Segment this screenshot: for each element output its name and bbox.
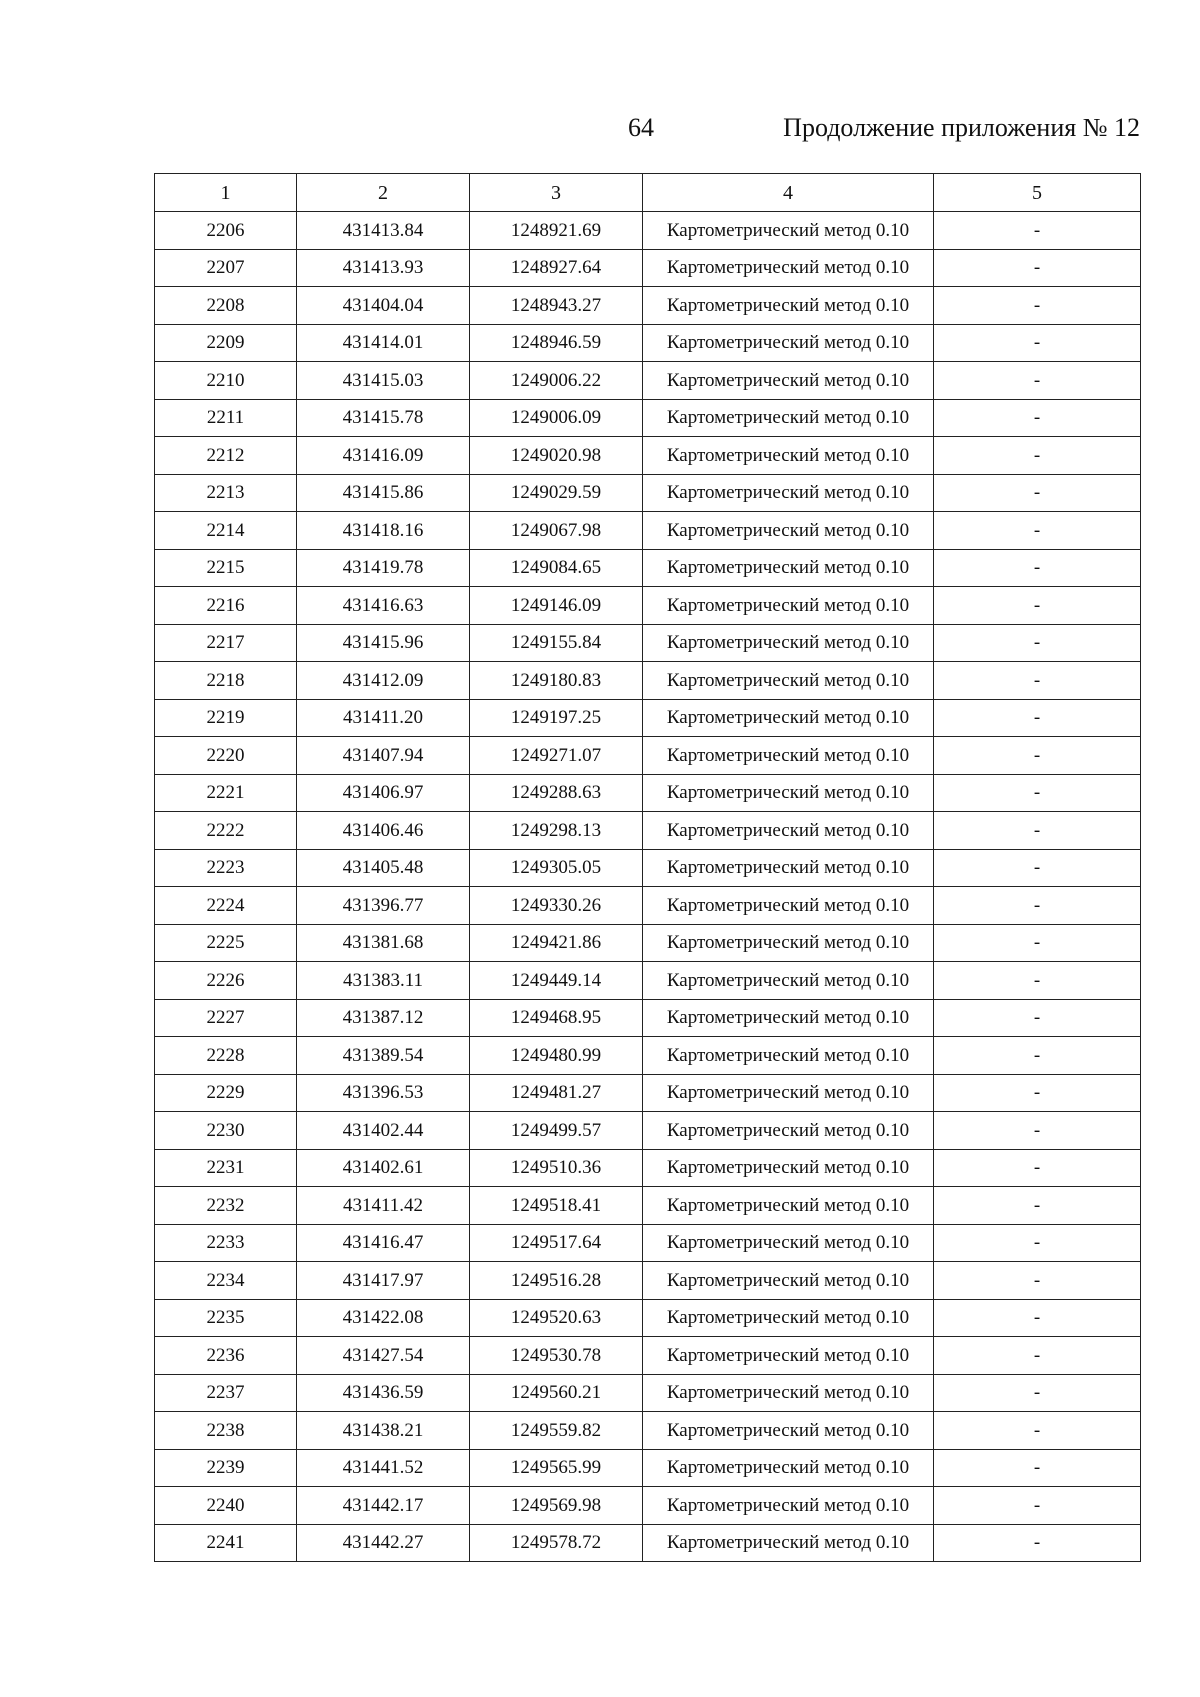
method-accuracy-cell: Картометрический метод 0.10 xyxy=(643,849,934,887)
y-coordinate-cell: 1248927.64 xyxy=(470,249,643,287)
method-accuracy-cell: Картометрический метод 0.10 xyxy=(643,1224,934,1262)
point-number-cell: 2206 xyxy=(155,212,297,250)
column-header: 4 xyxy=(643,174,934,212)
y-coordinate-cell: 1249518.41 xyxy=(470,1187,643,1225)
method-accuracy-cell: Картометрический метод 0.10 xyxy=(643,1449,934,1487)
point-number-cell: 2211 xyxy=(155,399,297,437)
table-row xyxy=(155,549,1141,587)
y-coordinate-cell: 1249180.83 xyxy=(470,662,643,700)
note-cell: - xyxy=(934,812,1141,850)
table-row xyxy=(155,1224,1141,1262)
method-accuracy-cell: Картометрический метод 0.10 xyxy=(643,212,934,250)
x-coordinate-cell: 431436.59 xyxy=(297,1374,470,1412)
table-row xyxy=(155,1412,1141,1450)
table-row xyxy=(155,849,1141,887)
method-accuracy-cell: Картометрический метод 0.10 xyxy=(643,249,934,287)
y-coordinate-cell: 1249271.07 xyxy=(470,737,643,775)
note-cell: - xyxy=(934,1112,1141,1150)
method-accuracy-cell: Картометрический метод 0.10 xyxy=(643,474,934,512)
note-cell: - xyxy=(934,1412,1141,1450)
point-number-cell: 2210 xyxy=(155,362,297,400)
method-accuracy-cell: Картометрический метод 0.10 xyxy=(643,587,934,625)
note-cell: - xyxy=(934,512,1141,550)
x-coordinate-cell: 431406.46 xyxy=(297,812,470,850)
table-row xyxy=(155,924,1141,962)
page-header xyxy=(600,113,1140,153)
point-number-cell: 2218 xyxy=(155,662,297,700)
y-coordinate-cell: 1249084.65 xyxy=(470,549,643,587)
point-number-cell: 2208 xyxy=(155,287,297,325)
table-row xyxy=(155,437,1141,475)
y-coordinate-cell: 1249020.98 xyxy=(470,437,643,475)
point-number-cell: 2220 xyxy=(155,737,297,775)
coordinates-table xyxy=(154,173,1141,1562)
x-coordinate-cell: 431415.03 xyxy=(297,362,470,400)
x-coordinate-cell: 431402.61 xyxy=(297,1149,470,1187)
x-coordinate-cell: 431396.77 xyxy=(297,887,470,925)
note-cell: - xyxy=(934,1149,1141,1187)
method-accuracy-cell: Картометрический метод 0.10 xyxy=(643,737,934,775)
table-row xyxy=(155,362,1141,400)
y-coordinate-cell: 1249006.22 xyxy=(470,362,643,400)
point-number-cell: 2236 xyxy=(155,1337,297,1375)
method-accuracy-cell: Картометрический метод 0.10 xyxy=(643,1037,934,1075)
note-cell: - xyxy=(934,999,1141,1037)
point-number-cell: 2213 xyxy=(155,474,297,512)
method-accuracy-cell: Картометрический метод 0.10 xyxy=(643,1412,934,1450)
y-coordinate-cell: 1249510.36 xyxy=(470,1149,643,1187)
table-header-row xyxy=(155,174,1141,212)
table-row xyxy=(155,1112,1141,1150)
note-cell: - xyxy=(934,399,1141,437)
x-coordinate-cell: 431413.84 xyxy=(297,212,470,250)
x-coordinate-cell: 431414.01 xyxy=(297,324,470,362)
x-coordinate-cell: 431442.17 xyxy=(297,1487,470,1525)
note-cell: - xyxy=(934,1299,1141,1337)
method-accuracy-cell: Картометрический метод 0.10 xyxy=(643,1299,934,1337)
note-cell: - xyxy=(934,549,1141,587)
y-coordinate-cell: 1248943.27 xyxy=(470,287,643,325)
point-number-cell: 2215 xyxy=(155,549,297,587)
point-number-cell: 2237 xyxy=(155,1374,297,1412)
y-coordinate-cell: 1249288.63 xyxy=(470,774,643,812)
y-coordinate-cell: 1248921.69 xyxy=(470,212,643,250)
table-row xyxy=(155,1262,1141,1300)
method-accuracy-cell: Картометрический метод 0.10 xyxy=(643,1337,934,1375)
y-coordinate-cell: 1249029.59 xyxy=(470,474,643,512)
y-coordinate-cell: 1249578.72 xyxy=(470,1524,643,1562)
x-coordinate-cell: 431441.52 xyxy=(297,1449,470,1487)
point-number-cell: 2223 xyxy=(155,849,297,887)
table-row xyxy=(155,1374,1141,1412)
note-cell: - xyxy=(934,662,1141,700)
table-row xyxy=(155,212,1141,250)
y-coordinate-cell: 1249067.98 xyxy=(470,512,643,550)
x-coordinate-cell: 431411.42 xyxy=(297,1187,470,1225)
method-accuracy-cell: Картометрический метод 0.10 xyxy=(643,924,934,962)
point-number-cell: 2235 xyxy=(155,1299,297,1337)
method-accuracy-cell: Картометрический метод 0.10 xyxy=(643,962,934,1000)
note-cell: - xyxy=(934,362,1141,400)
note-cell: - xyxy=(934,962,1141,1000)
note-cell: - xyxy=(934,1224,1141,1262)
x-coordinate-cell: 431418.16 xyxy=(297,512,470,550)
y-coordinate-cell: 1249298.13 xyxy=(470,812,643,850)
x-coordinate-cell: 431416.47 xyxy=(297,1224,470,1262)
y-coordinate-cell: 1249480.99 xyxy=(470,1037,643,1075)
method-accuracy-cell: Картометрический метод 0.10 xyxy=(643,437,934,475)
note-cell: - xyxy=(934,924,1141,962)
x-coordinate-cell: 431411.20 xyxy=(297,699,470,737)
column-header: 1 xyxy=(155,174,297,212)
x-coordinate-cell: 431427.54 xyxy=(297,1337,470,1375)
table-row xyxy=(155,1149,1141,1187)
y-coordinate-cell: 1249481.27 xyxy=(470,1074,643,1112)
column-header: 3 xyxy=(470,174,643,212)
y-coordinate-cell: 1249559.82 xyxy=(470,1412,643,1450)
note-cell: - xyxy=(934,474,1141,512)
note-cell: - xyxy=(934,737,1141,775)
note-cell: - xyxy=(934,699,1141,737)
method-accuracy-cell: Картометрический метод 0.10 xyxy=(643,1262,934,1300)
x-coordinate-cell: 431416.09 xyxy=(297,437,470,475)
x-coordinate-cell: 431405.48 xyxy=(297,849,470,887)
table-row xyxy=(155,737,1141,775)
point-number-cell: 2229 xyxy=(155,1074,297,1112)
x-coordinate-cell: 431406.97 xyxy=(297,774,470,812)
table-row xyxy=(155,249,1141,287)
note-cell: - xyxy=(934,774,1141,812)
x-coordinate-cell: 431415.78 xyxy=(297,399,470,437)
note-cell: - xyxy=(934,1337,1141,1375)
table-row xyxy=(155,512,1141,550)
table-row xyxy=(155,1299,1141,1337)
y-coordinate-cell: 1249421.86 xyxy=(470,924,643,962)
x-coordinate-cell: 431419.78 xyxy=(297,549,470,587)
y-coordinate-cell: 1249517.64 xyxy=(470,1224,643,1262)
table-row xyxy=(155,474,1141,512)
x-coordinate-cell: 431438.21 xyxy=(297,1412,470,1450)
table-row xyxy=(155,1074,1141,1112)
point-number-cell: 2209 xyxy=(155,324,297,362)
note-cell: - xyxy=(934,1449,1141,1487)
y-coordinate-cell: 1249530.78 xyxy=(470,1337,643,1375)
x-coordinate-cell: 431404.04 xyxy=(297,287,470,325)
x-coordinate-cell: 431413.93 xyxy=(297,249,470,287)
point-number-cell: 2217 xyxy=(155,624,297,662)
x-coordinate-cell: 431442.27 xyxy=(297,1524,470,1562)
page-title: Продолжение приложения № 12 xyxy=(783,113,1140,142)
point-number-cell: 2239 xyxy=(155,1449,297,1487)
x-coordinate-cell: 431381.68 xyxy=(297,924,470,962)
y-coordinate-cell: 1248946.59 xyxy=(470,324,643,362)
method-accuracy-cell: Картометрический метод 0.10 xyxy=(643,887,934,925)
y-coordinate-cell: 1249330.26 xyxy=(470,887,643,925)
y-coordinate-cell: 1249468.95 xyxy=(470,999,643,1037)
table-row xyxy=(155,324,1141,362)
table-row xyxy=(155,587,1141,625)
table-row xyxy=(155,1449,1141,1487)
table-row xyxy=(155,999,1141,1037)
method-accuracy-cell: Картометрический метод 0.10 xyxy=(643,699,934,737)
point-number-cell: 2224 xyxy=(155,887,297,925)
x-coordinate-cell: 431383.11 xyxy=(297,962,470,1000)
x-coordinate-cell: 431412.09 xyxy=(297,662,470,700)
point-number-cell: 2234 xyxy=(155,1262,297,1300)
point-number-cell: 2225 xyxy=(155,924,297,962)
y-coordinate-cell: 1249569.98 xyxy=(470,1487,643,1525)
table-row xyxy=(155,1337,1141,1375)
method-accuracy-cell: Картометрический метод 0.10 xyxy=(643,1149,934,1187)
column-header: 2 xyxy=(297,174,470,212)
note-cell: - xyxy=(934,887,1141,925)
point-number-cell: 2240 xyxy=(155,1487,297,1525)
point-number-cell: 2221 xyxy=(155,774,297,812)
point-number-cell: 2227 xyxy=(155,999,297,1037)
method-accuracy-cell: Картометрический метод 0.10 xyxy=(643,549,934,587)
point-number-cell: 2214 xyxy=(155,512,297,550)
y-coordinate-cell: 1249565.99 xyxy=(470,1449,643,1487)
column-header: 5 xyxy=(934,174,1141,212)
x-coordinate-cell: 431422.08 xyxy=(297,1299,470,1337)
page-number: 64 xyxy=(628,113,654,142)
y-coordinate-cell: 1249560.21 xyxy=(470,1374,643,1412)
point-number-cell: 2228 xyxy=(155,1037,297,1075)
note-cell: - xyxy=(934,1037,1141,1075)
note-cell: - xyxy=(934,587,1141,625)
x-coordinate-cell: 431389.54 xyxy=(297,1037,470,1075)
note-cell: - xyxy=(934,624,1141,662)
method-accuracy-cell: Картометрический метод 0.10 xyxy=(643,362,934,400)
table-row xyxy=(155,887,1141,925)
x-coordinate-cell: 431402.44 xyxy=(297,1112,470,1150)
method-accuracy-cell: Картометрический метод 0.10 xyxy=(643,662,934,700)
table-body xyxy=(155,212,1141,1562)
note-cell: - xyxy=(934,1187,1141,1225)
point-number-cell: 2216 xyxy=(155,587,297,625)
note-cell: - xyxy=(934,1262,1141,1300)
table-row xyxy=(155,287,1141,325)
point-number-cell: 2232 xyxy=(155,1187,297,1225)
point-number-cell: 2233 xyxy=(155,1224,297,1262)
note-cell: - xyxy=(934,212,1141,250)
method-accuracy-cell: Картометрический метод 0.10 xyxy=(643,512,934,550)
y-coordinate-cell: 1249305.05 xyxy=(470,849,643,887)
y-coordinate-cell: 1249006.09 xyxy=(470,399,643,437)
x-coordinate-cell: 431416.63 xyxy=(297,587,470,625)
note-cell: - xyxy=(934,849,1141,887)
method-accuracy-cell: Картометрический метод 0.10 xyxy=(643,1487,934,1525)
y-coordinate-cell: 1249516.28 xyxy=(470,1262,643,1300)
y-coordinate-cell: 1249499.57 xyxy=(470,1112,643,1150)
method-accuracy-cell: Картометрический метод 0.10 xyxy=(643,812,934,850)
x-coordinate-cell: 431387.12 xyxy=(297,999,470,1037)
point-number-cell: 2241 xyxy=(155,1524,297,1562)
note-cell: - xyxy=(934,287,1141,325)
y-coordinate-cell: 1249449.14 xyxy=(470,962,643,1000)
point-number-cell: 2230 xyxy=(155,1112,297,1150)
method-accuracy-cell: Картометрический метод 0.10 xyxy=(643,287,934,325)
y-coordinate-cell: 1249146.09 xyxy=(470,587,643,625)
table-row xyxy=(155,1487,1141,1525)
point-number-cell: 2231 xyxy=(155,1149,297,1187)
y-coordinate-cell: 1249197.25 xyxy=(470,699,643,737)
x-coordinate-cell: 431396.53 xyxy=(297,1074,470,1112)
table-row xyxy=(155,1037,1141,1075)
point-number-cell: 2219 xyxy=(155,699,297,737)
x-coordinate-cell: 431415.96 xyxy=(297,624,470,662)
x-coordinate-cell: 431417.97 xyxy=(297,1262,470,1300)
method-accuracy-cell: Картометрический метод 0.10 xyxy=(643,999,934,1037)
method-accuracy-cell: Картометрический метод 0.10 xyxy=(643,1374,934,1412)
method-accuracy-cell: Картометрический метод 0.10 xyxy=(643,624,934,662)
method-accuracy-cell: Картометрический метод 0.10 xyxy=(643,1112,934,1150)
method-accuracy-cell: Картометрический метод 0.10 xyxy=(643,774,934,812)
table-row xyxy=(155,774,1141,812)
table-row xyxy=(155,1524,1141,1562)
x-coordinate-cell: 431415.86 xyxy=(297,474,470,512)
note-cell: - xyxy=(934,437,1141,475)
method-accuracy-cell: Картометрический метод 0.10 xyxy=(643,324,934,362)
method-accuracy-cell: Картометрический метод 0.10 xyxy=(643,1187,934,1225)
table-row xyxy=(155,662,1141,700)
x-coordinate-cell: 431407.94 xyxy=(297,737,470,775)
point-number-cell: 2226 xyxy=(155,962,297,1000)
point-number-cell: 2212 xyxy=(155,437,297,475)
note-cell: - xyxy=(934,324,1141,362)
note-cell: - xyxy=(934,1524,1141,1562)
table-row xyxy=(155,624,1141,662)
y-coordinate-cell: 1249520.63 xyxy=(470,1299,643,1337)
table-row xyxy=(155,1187,1141,1225)
y-coordinate-cell: 1249155.84 xyxy=(470,624,643,662)
note-cell: - xyxy=(934,1487,1141,1525)
table-row xyxy=(155,812,1141,850)
note-cell: - xyxy=(934,1074,1141,1112)
coordinates-table-container xyxy=(154,173,1140,1562)
table-row xyxy=(155,962,1141,1000)
point-number-cell: 2222 xyxy=(155,812,297,850)
table-row xyxy=(155,699,1141,737)
note-cell: - xyxy=(934,1374,1141,1412)
note-cell: - xyxy=(934,249,1141,287)
table-row xyxy=(155,399,1141,437)
method-accuracy-cell: Картометрический метод 0.10 xyxy=(643,1524,934,1562)
point-number-cell: 2207 xyxy=(155,249,297,287)
point-number-cell: 2238 xyxy=(155,1412,297,1450)
method-accuracy-cell: Картометрический метод 0.10 xyxy=(643,1074,934,1112)
method-accuracy-cell: Картометрический метод 0.10 xyxy=(643,399,934,437)
